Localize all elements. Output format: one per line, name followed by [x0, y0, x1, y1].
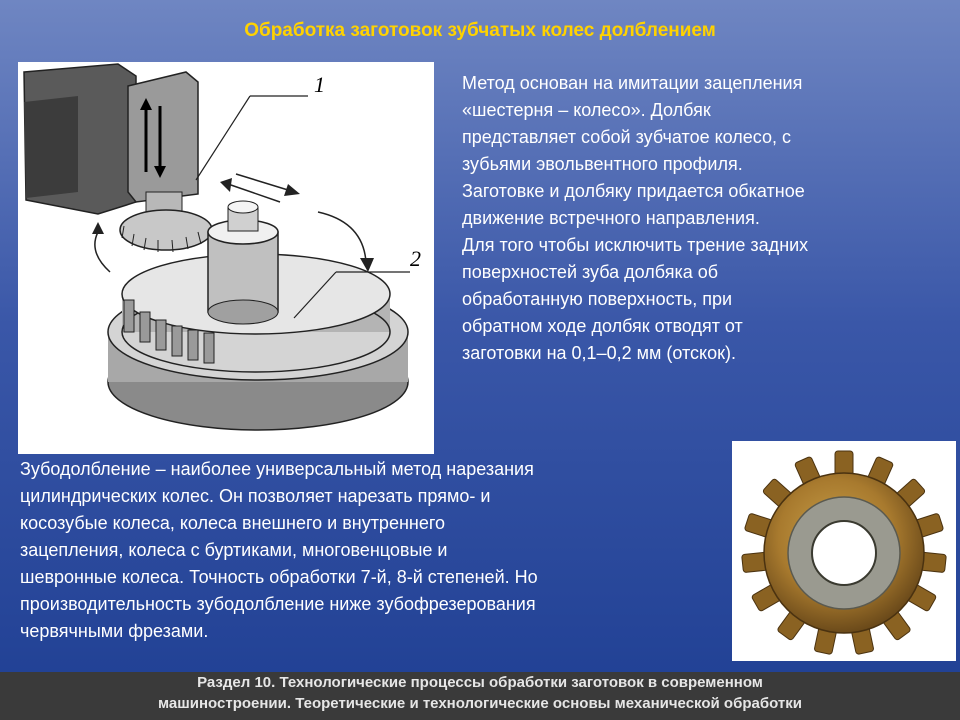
diagram-label-2: 2: [410, 246, 421, 271]
summary-line: цилиндрических колес. Он позволяет нарезать прямо- и: [20, 486, 491, 506]
summary-line: шевронные колеса. Точность обработки 7-й, 8-й степеней. Но: [20, 567, 538, 587]
slide-title: Обработка заготовок зубчатых колес долблением: [244, 20, 716, 41]
description-line: поверхностей зуба долбяка об: [462, 262, 719, 282]
summary-line: зацепления, колеса с буртиками, многовенцовые и: [20, 540, 448, 560]
description-line: Для того чтобы исключить трение задних: [462, 235, 809, 255]
description-line: Заготовке и долбяку придается обкатное: [462, 181, 805, 201]
gear-photo-drawing: [732, 441, 956, 661]
method-description: [462, 70, 932, 367]
shaper-cutter-photo: [732, 441, 956, 661]
gear-shaping-diagram: [18, 62, 434, 454]
description-line: зубьями эвольвентного профиля.: [462, 154, 743, 174]
description-line: Метод основан на имитации зацепления: [462, 73, 803, 93]
description-line: заготовки на 0,1–0,2 мм (отскок).: [462, 343, 736, 363]
summary-line: производительность зубодолбление ниже зубофрезерования: [20, 594, 536, 614]
description-line: обратном ходе долбяк отводят от: [462, 316, 743, 336]
diagram-drawing: [18, 62, 434, 454]
footer: [0, 672, 960, 720]
description-line: движение встречного направления.: [462, 208, 760, 228]
description-line: представляет собой зубчатое колесо, с: [462, 127, 792, 147]
summary-line: Зубодолбление – наиболее универсальный метод нарезания: [20, 459, 534, 479]
footer-line-2: машиностроении. Теоретические и технологические основы механической обработки: [158, 695, 802, 712]
gear-shaping-summary: [20, 456, 720, 645]
summary-line: червячными фрезами.: [20, 621, 209, 641]
description-line: обработанную поверхность, при: [462, 289, 733, 309]
diagram-label-1: 1: [314, 72, 325, 97]
footer-line-1: Раздел 10. Технологические процессы обработки заготовок в современном: [197, 674, 763, 691]
summary-line: косозубые колеса, колеса внешнего и внутреннего: [20, 513, 446, 533]
description-line: «шестерня – колесо». Долбяк: [462, 100, 711, 120]
